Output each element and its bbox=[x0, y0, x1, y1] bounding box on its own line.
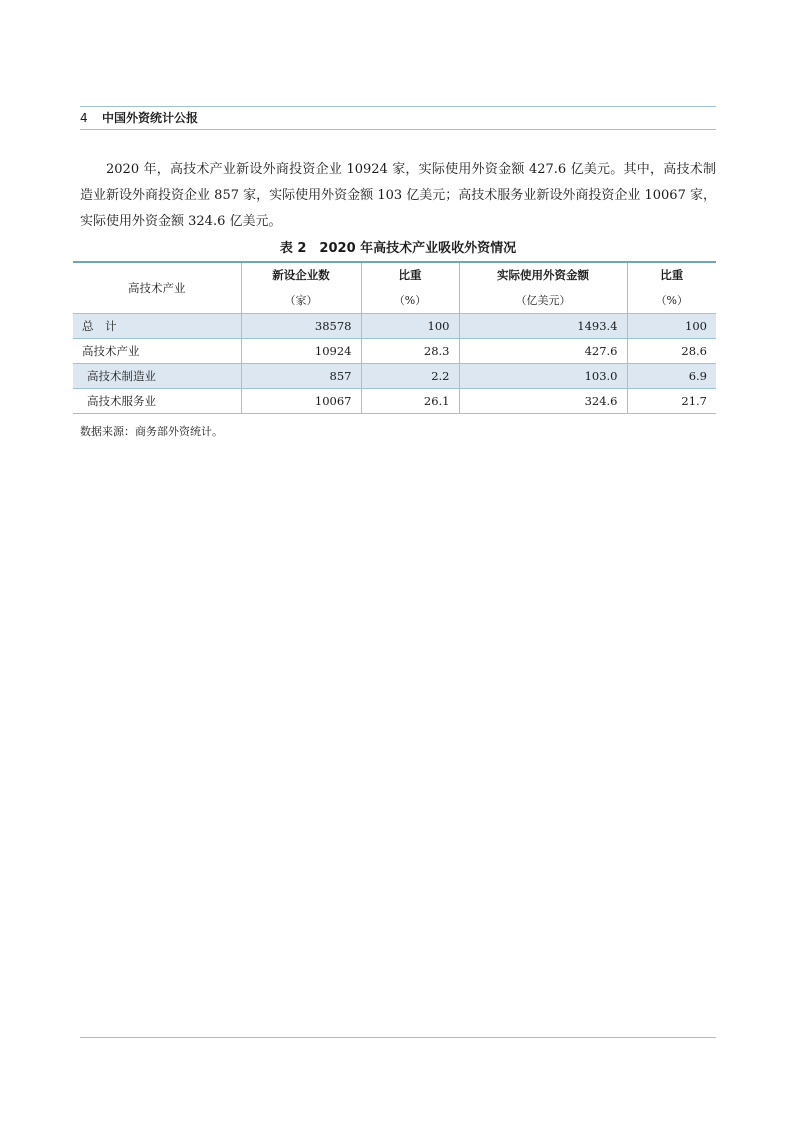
row-label: 高技术服务业 bbox=[73, 389, 241, 414]
header-share-amount bbox=[627, 262, 716, 314]
body-paragraph: 2020 年，高技术产业新设外商投资企业 10924 家，实际使用外资金额 427.6 亿美元。其中，高技术制造业新设外商投资企业 857 家，实际使用外资金额 103 亿美元；高技术服务业新设外商投资企业 10067 家，实际使用外资金额 324.6 亿美元。 bbox=[80, 162, 716, 229]
table-row-high-tech bbox=[73, 339, 716, 364]
cell-new-firms: 10924 bbox=[241, 339, 361, 364]
row-label: 高技术制造业 bbox=[73, 364, 241, 389]
cell-new-firms: 10067 bbox=[241, 389, 361, 414]
table-row-manufacturing bbox=[73, 364, 716, 389]
cell-share-firms: 100 bbox=[361, 314, 459, 339]
cell-share-amount: 28.6 bbox=[627, 339, 716, 364]
table-caption: 表 2 2020 年高技术产业吸收外资情况 bbox=[279, 241, 517, 256]
cell-amount: 427.6 bbox=[459, 339, 627, 364]
header-share-amount-label: 比重 bbox=[660, 268, 684, 282]
header-amount-unit: （亿美元） bbox=[515, 294, 571, 307]
header-amount bbox=[459, 262, 627, 314]
header-rule-bottom bbox=[80, 129, 716, 130]
page-number: 4 bbox=[80, 111, 88, 125]
publication-title: 中国外资统计公报 bbox=[102, 111, 199, 125]
row-label: 总 计 bbox=[73, 314, 241, 339]
cell-share-firms: 26.1 bbox=[361, 389, 459, 414]
table-header-row bbox=[73, 262, 716, 314]
header-new-firms-unit: （家） bbox=[284, 294, 318, 307]
header-share-amount-unit: （%） bbox=[655, 294, 688, 307]
running-header bbox=[80, 110, 198, 126]
cell-share-amount: 100 bbox=[627, 314, 716, 339]
header-share-firms-unit: （%） bbox=[393, 294, 427, 307]
header-amount-label: 实际使用外资金额 bbox=[497, 268, 589, 282]
cell-share-firms: 2.2 bbox=[361, 364, 459, 389]
table-row-services bbox=[73, 389, 716, 414]
header-rule-top bbox=[80, 106, 716, 107]
high-tech-fdi-table bbox=[73, 261, 716, 414]
cell-new-firms: 857 bbox=[241, 364, 361, 389]
cell-amount: 1493.4 bbox=[459, 314, 627, 339]
row-label: 高技术产业 bbox=[73, 339, 241, 364]
table-row-total bbox=[73, 314, 716, 339]
footer-rule bbox=[80, 1037, 716, 1038]
cell-amount: 324.6 bbox=[459, 389, 627, 414]
header-industry: 高技术产业 bbox=[73, 262, 241, 314]
header-new-firms bbox=[241, 262, 361, 314]
cell-amount: 103.0 bbox=[459, 364, 627, 389]
data-source-note: 数据来源：商务部外资统计。 bbox=[80, 425, 223, 438]
header-share-firms-label: 比重 bbox=[398, 268, 422, 282]
cell-share-amount: 6.9 bbox=[627, 364, 716, 389]
cell-new-firms: 38578 bbox=[241, 314, 361, 339]
header-new-firms-label: 新设企业数 bbox=[272, 268, 330, 282]
cell-share-firms: 28.3 bbox=[361, 339, 459, 364]
cell-share-amount: 21.7 bbox=[627, 389, 716, 414]
header-share-firms bbox=[361, 262, 459, 314]
